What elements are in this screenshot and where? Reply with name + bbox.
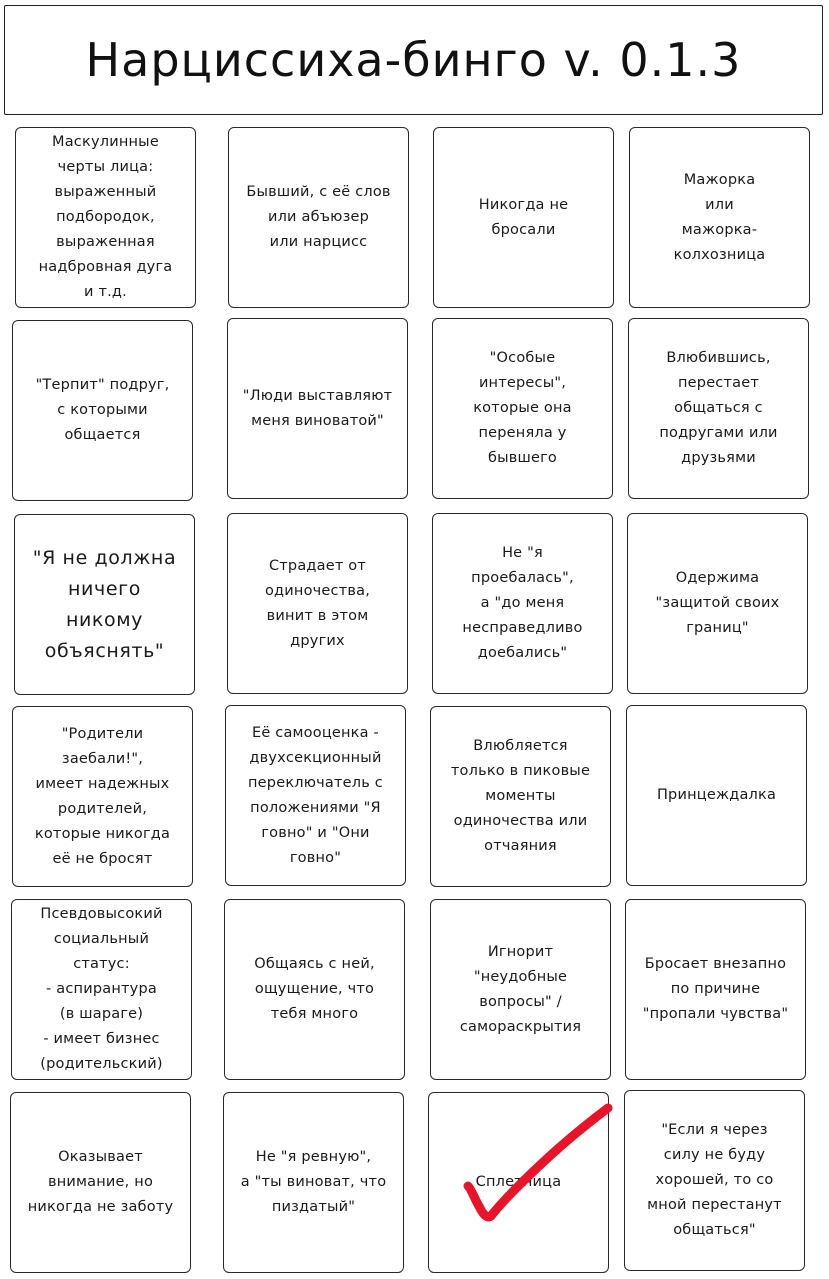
bingo-cell-text: "Люди выставляют меня виноватой"	[242, 387, 393, 429]
bingo-cell[interactable]	[227, 318, 408, 499]
bingo-title: Нарциссиха-бинго v. 0.1.3	[85, 33, 742, 87]
bingo-cell[interactable]	[224, 899, 405, 1080]
bingo-cell-text: Общаясь с ней, ощущение, что тебя много	[254, 956, 375, 1022]
bingo-cell[interactable]	[227, 513, 408, 694]
bingo-cell[interactable]	[432, 513, 613, 694]
bingo-cell-text: Её самооценка - двухсекционный переключатель с положениями "Я говно" и "Они говно"	[248, 724, 383, 866]
bingo-cell[interactable]	[626, 705, 807, 886]
bingo-cell-text: "Терпит" подруг, с которыми общается	[35, 377, 170, 443]
bingo-cell-text: Одержима "защитой своих границ"	[655, 570, 780, 636]
bingo-cell[interactable]	[624, 1090, 805, 1271]
bingo-cell[interactable]	[10, 1092, 191, 1273]
bingo-cell-text: Игнорит "неудобные вопросы" / самораскрытия	[459, 943, 582, 1035]
bingo-cell-text: Бывший, с её слов или абъюзер или нарцисс	[246, 184, 391, 250]
bingo-cell-text: Бросает внезапно по причине "пропали чувства"	[642, 956, 789, 1022]
bingo-cell[interactable]	[12, 706, 193, 887]
bingo-cell[interactable]	[225, 705, 406, 886]
title-box	[4, 5, 823, 115]
bingo-cell-marked[interactable]	[428, 1092, 609, 1273]
bingo-cell[interactable]	[628, 318, 809, 499]
bingo-cell[interactable]	[223, 1092, 404, 1273]
bingo-cell[interactable]	[228, 127, 409, 308]
bingo-cell[interactable]	[627, 513, 808, 694]
bingo-cell-text: Маскулинные черты лица: выраженный подбородок, выраженная надбровная дуга и т.д.	[38, 134, 173, 300]
bingo-cell[interactable]	[15, 127, 196, 308]
bingo-cell-text: Влюбившись, перестает общаться с подругами или друзьями	[659, 350, 778, 466]
bingo-cell-text: Страдает от одиночества, винит в этом других	[264, 557, 371, 649]
bingo-cell-text: Псевдовысокий социальный статус: - аспирантура (в шараге) - имеет бизнес (родительский)	[40, 906, 163, 1072]
bingo-cell-text: Никогда не бросали	[478, 196, 569, 238]
bingo-cell[interactable]	[14, 514, 195, 695]
bingo-cell-text: "Родители заебали!", имеет надежных родителей, которые никогда её не бросят	[34, 725, 171, 867]
bingo-cell[interactable]	[432, 318, 613, 499]
bingo-cell-text: Оказывает внимание, но никогда не заботу	[27, 1149, 174, 1215]
bingo-cell-text: Не "я ревную", а "ты виноват, что пиздатый"	[240, 1149, 387, 1215]
bingo-cell-text: "Я не должна ничего никому объяснять"	[32, 546, 177, 662]
bingo-cell[interactable]	[625, 899, 806, 1080]
bingo-cell-text: "Если я через силу не буду хорошей, то со мной перестанут общаться"	[647, 1122, 782, 1238]
bingo-cell[interactable]	[433, 127, 614, 308]
bingo-cell-text: Принцеждалка	[656, 787, 777, 803]
bingo-cell-text: Мажорка или мажорка- колхозница	[673, 171, 766, 263]
bingo-cell[interactable]	[12, 320, 193, 501]
bingo-cell[interactable]	[629, 127, 810, 308]
bingo-cell-text: "Особые интересы", которые она переняла у бывшего	[473, 350, 572, 466]
bingo-cell[interactable]	[430, 899, 611, 1080]
bingo-cell[interactable]	[11, 899, 192, 1080]
bingo-cell-text: Сплетница	[475, 1174, 562, 1190]
bingo-cell-text: Влюбляется только в пиковые моменты одиночества или отчаяния	[450, 738, 591, 854]
bingo-cell-text: Не "я проебалась", а "до меня несправедливо доебались"	[462, 545, 583, 661]
bingo-cell[interactable]	[430, 706, 611, 887]
